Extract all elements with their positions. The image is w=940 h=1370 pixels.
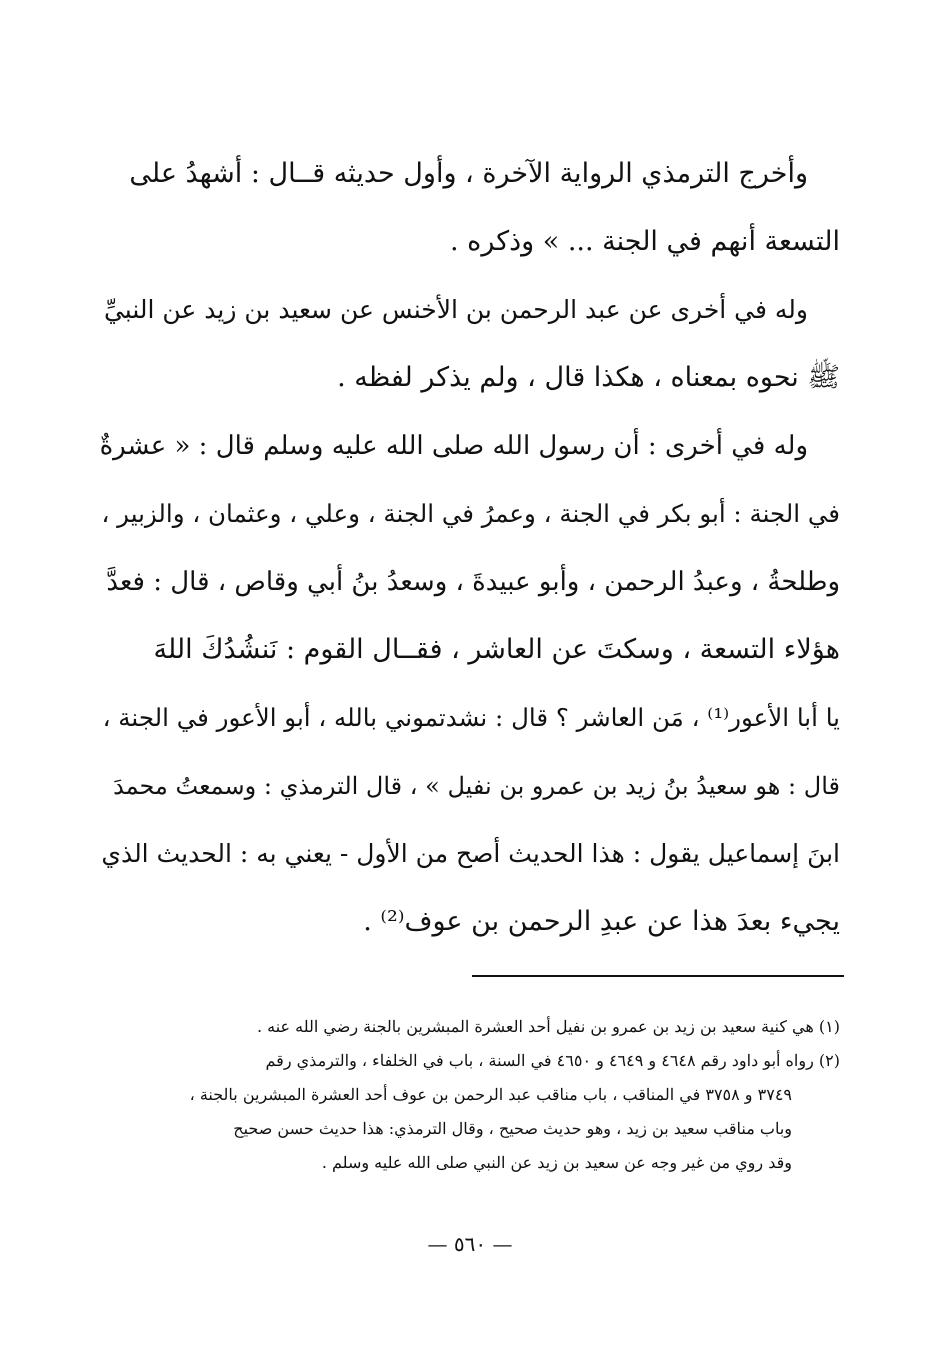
main-text-line: يا أبا الأعور⁽¹⁾ ، مَن العاشر ؟ قال : نشدتموني بالله ، أبو الأعور في الجنة ، — [102, 703, 840, 732]
footnote-line: (١) هي كنية سعيد بن زيد بن عمرو بن نفيل أحد العشرة المبشرين بالجنة رضي الله عنه . — [256, 1017, 840, 1036]
main-text-line: ﷺ نحوه بمعناه ، هكذا قال ، ولم يذكر لفظه . — [337, 362, 840, 393]
main-text-line: وطلحةُ ، وعبدُ الرحمن ، وأبو عبيدةَ ، وسعدُ بنُ أبي وقاص ، قال : فعدَّ — [106, 567, 840, 597]
main-text-line: يجيء بعدَ هذا عن عبدِ الرحمن بن عوف⁽²⁾ . — [363, 906, 840, 937]
footnote-line: وباب مناقب سعيد بن زيد ، وهو حديث صحيح ، وقال الترمذي: هذا حديث حسن صحيح — [233, 1119, 792, 1138]
main-text-line: ابنَ إسماعيل يقول : هذا الحديث أصح من الأول - يعني به : الحديث الذي — [101, 839, 840, 868]
footnote-line: ٣٧٤٩ و ٣٧٥٨ في المناقب ، باب مناقب عبد الرحمن بن عوف أحد العشرة المبشرين بالجنة ، — [189, 1085, 792, 1104]
main-text-line: التسعة أنهم في الجنة ... » وذكره . — [450, 226, 840, 257]
main-text — [100, 140, 840, 956]
footnotes — [100, 1010, 840, 1180]
main-text-line: قال : هو سعيدُ بنُ زيد بن عمرو بن نفيل » ، قال الترمذي : وسمعتُ محمدَ — [113, 772, 840, 800]
main-text-line: وله في أخرى : أن رسول الله صلى الله عليه وسلم قال : « عشرةٌ — [100, 431, 808, 461]
main-text-line: في الجنة : أبو بكر في الجنة ، وعمرُ في الجنة ، وعلي ، وعثمان ، والزبير ، — [101, 499, 840, 528]
page-number: — ٥٦٠ — — [427, 1232, 513, 1256]
main-text-line: وأخرج الترمذي الرواية الآخرة ، وأول حديثه قــال : أشهدُ على — [129, 158, 808, 189]
footnote-line: وقد روي من غير وجه عن سعيد بن زيد عن النبي صلى الله عليه وسلم . — [321, 1153, 792, 1172]
footnote-line: (٢) رواه أبو داود رقم ٤٦٤٨ و ٤٦٤٩ و ٤٦٥٠ في السنة ، باب في الخلفاء ، والترمذي رقم — [265, 1051, 840, 1070]
main-text-line: وله في أخرى عن عبد الرحمن بن الأخنس عن سعيد بن زيد عن النبيِّ — [103, 295, 808, 324]
footnote-separator — [472, 975, 844, 977]
main-text-line: هؤلاء التسعة ، وسكتَ عن العاشر ، فقــال القوم : نَنشُدُكَ اللهَ — [153, 634, 840, 665]
